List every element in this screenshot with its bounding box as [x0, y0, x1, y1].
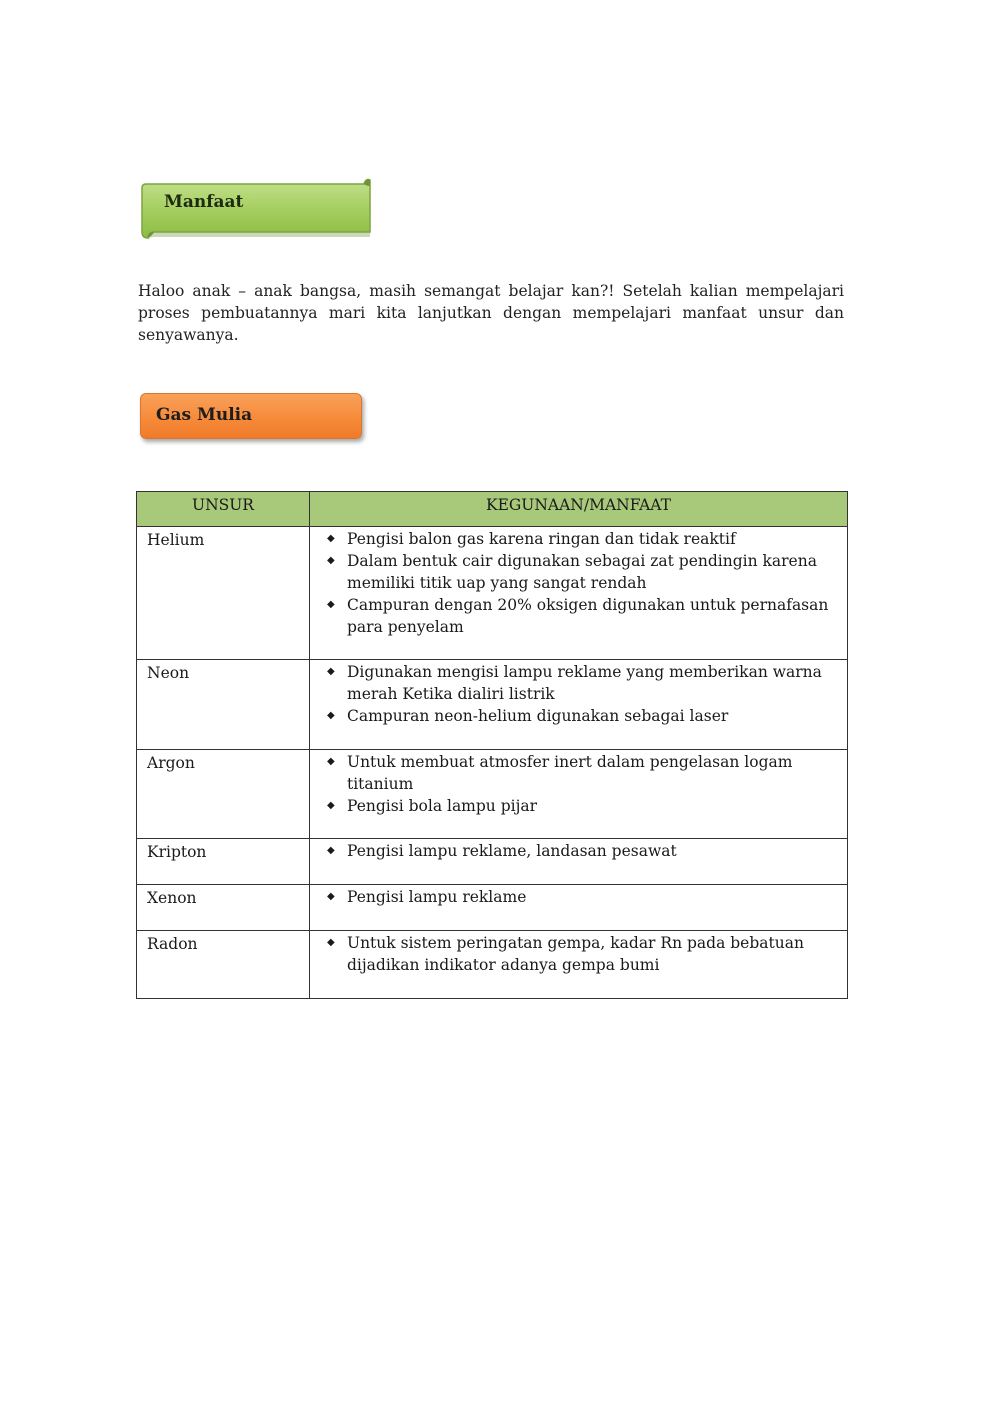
list-item: ◆ Dalam bentuk cair digunakan sebagai zat pendingin karena memiliki titik uap yang sangat rendah — [324, 550, 833, 594]
manfaat-list — [324, 751, 833, 817]
manfaat-title: Manfaat — [164, 192, 244, 212]
unsur-cell: Argon — [137, 750, 310, 839]
manfaat-list — [324, 661, 833, 727]
list-item: ◆ Campuran neon-helium digunakan sebagai laser — [324, 705, 833, 727]
unsur-cell: Neon — [137, 660, 310, 750]
unsur-cell: Xenon — [137, 885, 310, 931]
manfaat-cell — [310, 660, 848, 750]
manfaat-cell — [310, 750, 848, 839]
manfaat-cell — [310, 839, 848, 885]
manfaat-cell — [310, 885, 848, 931]
manfaat-list — [324, 528, 833, 638]
manfaat-banner — [140, 176, 372, 242]
table-row — [137, 839, 848, 885]
header-unsur: UNSUR — [137, 492, 310, 527]
gas-mulia-table — [136, 491, 848, 999]
list-item: ◆ Pengisi bola lampu pijar — [324, 795, 833, 817]
list-item: ◆ Pengisi lampu reklame, landasan pesawat — [324, 840, 833, 862]
table-row — [137, 750, 848, 839]
table-row — [137, 885, 848, 931]
list-item: ◆ Untuk membuat atmosfer inert dalam pengelasan logam titanium — [324, 751, 833, 795]
manfaat-cell — [310, 527, 848, 660]
table-row — [137, 527, 848, 660]
list-item: ◆ Digunakan mengisi lampu reklame yang memberikan warna merah Ketika dialiri listrik — [324, 661, 833, 705]
manfaat-list — [324, 932, 833, 976]
intro-paragraph: Haloo anak – anak bangsa, masih semangat belajar kan?! Setelah kalian mempelajari proses pembuatannya mari kita lanjutkan dengan mempelajari manfaat unsur dan senyawanya. — [138, 281, 844, 344]
manfaat-list — [324, 840, 833, 862]
list-item: ◆ Pengisi lampu reklame — [324, 886, 833, 908]
list-item: ◆ Untuk sistem peringatan gempa, kadar Rn pada bebatuan dijadikan indikator adanya gempa bumi — [324, 932, 833, 976]
gas-mulia-title: Gas Mulia — [156, 405, 253, 425]
list-item: ◆ Campuran dengan 20% oksigen digunakan untuk pernafasan para penyelam — [324, 594, 833, 638]
manfaat-cell — [310, 931, 848, 999]
unsur-cell: Kripton — [137, 839, 310, 885]
gas-mulia-badge — [140, 393, 362, 439]
table-row — [137, 660, 848, 750]
table-row — [137, 931, 848, 999]
header-kegunaan: KEGUNAAN/MANFAAT — [310, 492, 848, 527]
manfaat-list — [324, 886, 833, 908]
list-item: ◆ Pengisi balon gas karena ringan dan tidak reaktif — [324, 528, 833, 550]
unsur-cell: Helium — [137, 527, 310, 660]
table-header-row — [137, 492, 848, 527]
unsur-cell: Radon — [137, 931, 310, 999]
